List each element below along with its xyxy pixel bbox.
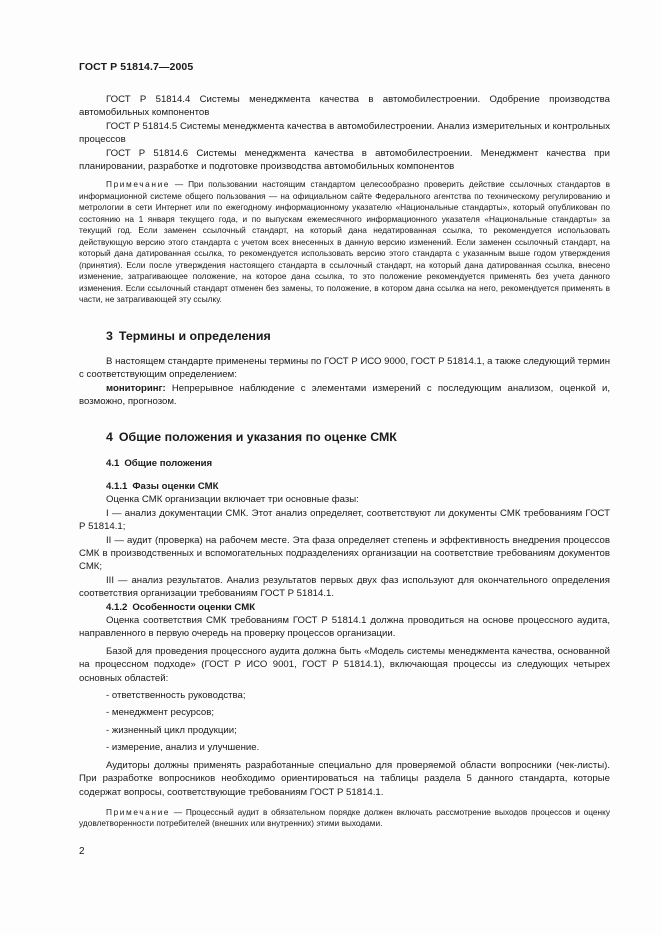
- paragraph: I — анализ документации СМК. Этот анализ определяет, соответствуют ли документы СМК требованиям ГОСТ Р 51814.1;: [79, 507, 610, 533]
- note-label: Примечание: [106, 179, 171, 190]
- paragraph: Оценка СМК организации включает три основные фазы:: [106, 494, 359, 506]
- subsection-title: Общие положения: [124, 457, 213, 469]
- subsection-4-1-heading: [79, 457, 610, 470]
- paragraph: III — анализ результатов. Анализ результатов первых двух фаз используют для окончательного определения соответствия организации требованиям ГОСТ Р 51814.1.: [79, 574, 610, 600]
- subsection-number: 4.1.2: [106, 601, 128, 613]
- note-references: [79, 179, 610, 306]
- subsection-4-1-1-heading: [79, 480, 610, 493]
- list-item: - измерение, анализ и улучшение.: [106, 742, 260, 754]
- reference-item: ГОСТ Р 51814.4 Системы менеджмента качества в автомобилестроении. Одобрение производства автомобильных компонентов: [79, 94, 610, 119]
- list-item: - жизненный цикл продукции;: [106, 724, 237, 736]
- section-4-heading: [79, 429, 610, 445]
- subsection-4-1-2-heading: [79, 601, 610, 614]
- note-text: — При пользовании настоящим стандартом целесообразно проверить действие ссылочных стандартов в информационной системе общего пользования — на официальном сайте Федерального агентства по техническому регулированию и метрологии в сети Интернет или по ежегодному информационному указателю «Национальные стандарты», который опубликован по состоянию на 1 января текущего года, и по выпускам ежемесячного информационного указателя «Национальные стандарты» за текущий год. Если заменен ссылочный стандарт, на который дана недатированная ссылка, то рекомендуется использовать действующую версию этого стандарта с учетом всех внесенных в данную версию изменений. Если заменен ссылочный стандарт, на который дана датированная ссылка, то рекомендуется использовать версию этого стандарта с указанным выше годом утверждения (принятия). Если после утверждения настоящего стандарта в ссылочный стандарт, на который дана датированная ссылка, внесено изменение, затрагивающее положение, на которое дана ссылка, то это положение рекомендуется применять без учета данного изменения. Если ссылочный стандарт отменен без замены, то положение, в котором дана ссылка на него, рекомендуется применять в части, не затрагивающей эту ссылку.: [79, 179, 610, 305]
- term-definition: [79, 382, 610, 409]
- section-title: Термины и определения: [118, 328, 271, 343]
- note-process-audit: [79, 807, 610, 830]
- section-title: Общие положения и указания по оценке СМК: [118, 429, 397, 444]
- section-number: 4: [106, 429, 113, 444]
- subsection-title: Фазы оценки СМК: [132, 480, 219, 492]
- section-3-heading: [79, 328, 610, 344]
- reference-item: ГОСТ Р 51814.6 Системы менеджмента качества в автомобилестроении. Менеджмент качества при планировании, разработке и подготовке производства автомобильных компонентов: [79, 147, 610, 173]
- term: мониторинг:: [106, 382, 166, 394]
- list-item: - ответственность руководства;: [106, 690, 246, 702]
- document-code-header: ГОСТ Р 51814.7—2005: [79, 61, 194, 73]
- subsection-number: 4.1.1: [106, 480, 128, 492]
- paragraph: Оценка соответствия СМК требованиям ГОСТ Р 51814.1 должна проводиться на основе процессного аудита, направленного в первую очередь на проверку процессов организации.: [79, 615, 610, 640]
- section-3-intro: В настоящем стандарте применены термины по ГОСТ Р ИСО 9000, ГОСТ Р 51814.1, а также следующий термин с соответствующим определением:: [79, 355, 610, 381]
- page-number: 2: [79, 846, 85, 857]
- reference-item: ГОСТ Р 51814.5 Системы менеджмента качества в автомобилестроении. Анализ измерительных и контрольных процессов: [79, 120, 610, 146]
- definition: Непрерывное наблюдение с элементами измерений с последующим анализом, оценкой и, возможно, прогнозом.: [79, 382, 610, 408]
- paragraph: II — аудит (проверка) на рабочем месте. Эта фаза определяет степень и эффективность внедрения процессов СМК в производственных и вспомогательных подразделениях организации на соответствие требованиям документов СМК;: [79, 534, 610, 573]
- note-text: — Процессный аудит в обязательном порядке должен включать рассмотрение выходов процессов и оценку удовлетворенности потребителей (внешних или внутренних) этими выходами.: [79, 806, 610, 829]
- subsection-number: 4.1: [106, 457, 120, 469]
- list-item: - менеджмент ресурсов;: [106, 707, 215, 719]
- document-body: [79, 93, 610, 830]
- paragraph: Аудиторы должны применять разработанные специально для проверяемой области вопросники (чек-листы). При разработке вопросников необходимо ориентироваться на таблицы раздела 5 данного стандарта, которые содержат вопросы, соответствующие требованиям ГОСТ Р 51814.1.: [79, 759, 610, 798]
- note-label: Примечание: [106, 806, 171, 817]
- section-number: 3: [106, 328, 113, 343]
- subsection-title: Особенности оценки СМК: [132, 601, 256, 613]
- paragraph: Базой для проведения процессного аудита должна быть «Модель системы менеджмента качества, основанной на процессном подходе» (ГОСТ Р ИСО 9001, ГОСТ Р 51814.1), включающая процессы из следующих четырех основных областей:: [79, 645, 610, 684]
